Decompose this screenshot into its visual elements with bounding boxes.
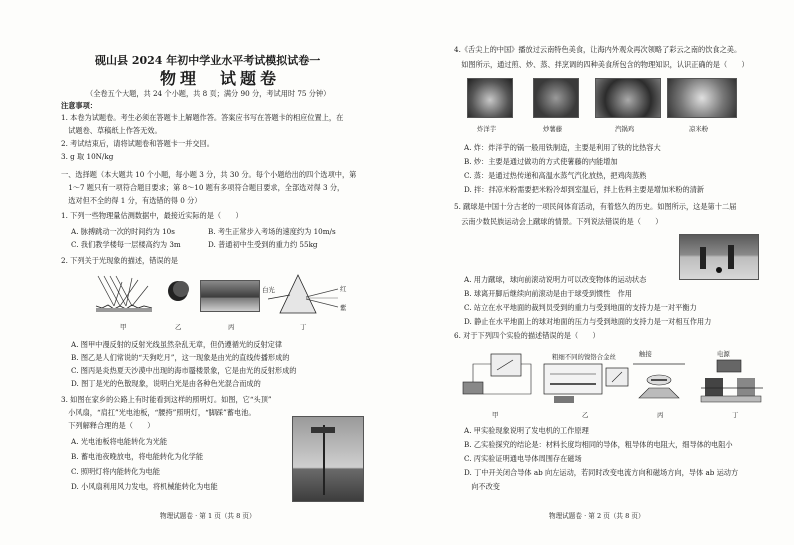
violet-light-label: 紫 [340, 304, 347, 312]
notice-line: 1. 本卷为试题卷。考生必须在答题卡上解题作答。答案应书写在答题卡的相应位置上，在 [61, 113, 344, 122]
q3-option: D. 小风扇利用风力发电，将机械能转化为电能 [71, 482, 218, 491]
question-4: 4.《舌尖上的中国》播放过云南特色美食，让海内外观众再次领略了彩云之南的饮食之美。 [454, 45, 742, 54]
q2-option: D. 图丁是光的色散现象，说明白光是由各种色光混合而成的 [71, 379, 261, 388]
figure-caption: 丁 [300, 323, 307, 331]
question-5: 5. 蹴球是中国十分古老的一项民间体育活动，有着悠久的历史。如图所示，这是第十二届 [454, 202, 737, 211]
q1-option: D. 普通初中生受到的重力约 55kg [208, 240, 318, 249]
right-page [397, 0, 794, 545]
section-instructions: 选对但不全的得 1 分，有选错的得 0 分） [61, 196, 202, 205]
figure-caption: 甲 [492, 411, 499, 419]
q2-option: B. 图乙是人们常说的“天狗吃月”，这一现象是由光的直线传播形成的 [71, 353, 290, 362]
notice-heading: 注意事项： [61, 101, 97, 110]
question-4: 如图所示，通过煎、炒、蒸、拌烹调的四种美食所包含的物理知识，认识正确的是（ ） [454, 60, 749, 69]
q4-option: A. 炸：炸洋芋的锅一般用铁制造，主要是利用了铁的比热容大 [464, 143, 661, 152]
page-footer: 物理试题卷 · 第 1 页（共 8 页） [160, 512, 256, 520]
street-lamp-photo [292, 416, 364, 502]
food-caption: 炒薯藤 [543, 125, 563, 133]
exam-subject: 物理 试题卷 [160, 69, 281, 88]
q2-option: C. 图丙是炎热夏天沙漠中出现的海市蜃楼景象，它是由光的反射形成的 [71, 366, 297, 375]
q6-option: A. 甲实验现象说明了发电机的工作原理 [464, 426, 589, 435]
figure-caption: 丁 [732, 411, 739, 419]
q6-option: 向不改变 [464, 482, 500, 491]
notice-line: 2. 考试结束后，请将试题卷和答题卡一并交回。 [61, 139, 214, 148]
kick-ball-photo [679, 234, 759, 280]
q4-option: D. 拌：拌凉米粉需要把米粉冷却到室温后，拌上佐料主要是增加米粉的清新 [464, 185, 705, 194]
question-1: 1. 下列一些物理量估测数据中，最接近实际的是（ ） [61, 211, 243, 220]
power-label: 电源 [717, 350, 730, 358]
q1-option: B. 考生正常步入考场的速度约为 10m/s [208, 227, 336, 236]
q6-option: B. 乙实验探究的结论是：材料长度均相同的导体，粗导体的电阻大，细导体的电阻小 [464, 440, 733, 449]
q6-option: D. 丁中开关闭合导体 ab 向左运动，若同时改变电流方向和磁场方向，导体 ab 运动方 [464, 468, 739, 477]
oersted-experiment-figure [629, 358, 689, 404]
generator-experiment-figure [457, 350, 537, 404]
question-6: 6. 对于下列四个实验的描述错误的是（ ） [454, 331, 600, 340]
q1-option: C. 我们教学楼每一层楼高约为 3m [71, 240, 181, 249]
touch-label: 触接 [639, 350, 652, 358]
notice-line: 3. g 取 10N/kg [61, 152, 114, 161]
question-3: 下列解释合理的是（ ） [61, 421, 155, 430]
question-2: 2. 下列关于光现象的描述，错误的是 [61, 256, 178, 265]
section-instructions: 一、选择题（本大题共 10 个小题，每小题 3 分，共 30 分。每个小题给出的四个选项中，第 [61, 170, 357, 179]
lunar-eclipse-figure [167, 280, 189, 302]
steam-pot-chicken-photo [595, 78, 661, 118]
figure-caption: 甲 [120, 323, 127, 331]
resistance-experiment-figure [542, 362, 632, 404]
q2-option: A. 图甲中漫反射的反射光线虽然杂乱无章，但仍遵循光的反射定律 [71, 340, 283, 349]
section-instructions: 1～7 题只有一项符合题目要求；第 8～10 题有多项符合题目要求，全部选对得 3 分， [61, 183, 345, 192]
q3-option: C. 照明灯将内能转化为电能 [71, 467, 160, 476]
figure-caption: 丙 [657, 411, 664, 419]
q5-option: A. 用力蹴球，球向前滚动说明力可以改变物体的运动状态 [464, 275, 647, 284]
q3-option: A. 光电池板将电能转化为光能 [71, 437, 168, 446]
page-footer: 物理试题卷 · 第 2 页（共 8 页） [549, 512, 645, 520]
food-caption: 汽锅鸡 [615, 125, 635, 133]
stir-fry-vine-photo [533, 78, 579, 118]
figure-caption: 乙 [582, 411, 589, 419]
q3-option: B. 蓄电池夜晚放电，将电能转化为化学能 [71, 452, 204, 461]
question-5: 云南少数民族运动会上蹴球的情景。下列说法错误的是（ ） [454, 217, 663, 226]
mirage-photo [200, 280, 260, 312]
exam-info: （全卷五个大题，共 24 个小题，共 8 页；满分 90 分，考试用时 75 分钟） [86, 89, 331, 98]
q6-option: C. 丙实验证明通电导体周围存在磁场 [464, 454, 582, 463]
exam-title: 砚山县 2024 年初中学业水平考试模拟试卷一 [95, 54, 321, 67]
q1-option: A. 脉搏跳动一次的时间约为 10s [71, 227, 175, 236]
cold-rice-noodle-photo [667, 78, 737, 118]
notice-line: 试题卷、草稿纸上作答无效。 [61, 126, 162, 135]
wire-label: 粗细不同的镍铬合金丝 [552, 353, 616, 361]
food-caption: 炸洋芋 [477, 125, 497, 133]
motor-experiment-figure [697, 358, 769, 406]
food-caption: 凉米粉 [689, 125, 709, 133]
figure-caption: 丙 [228, 323, 235, 331]
q4-option: C. 蒸：是通过热传递和高温水蒸气汽化放热，把鸡肉蒸熟 [464, 171, 647, 180]
diffuse-reflection-figure [92, 272, 156, 316]
q5-option: B. 球离开脚后继续向前滚动是由于球受到惯性 作用 [464, 289, 632, 298]
figure-caption: 乙 [175, 323, 182, 331]
question-3: 小风扇，“肩扛”光电池板，“腰挎”照明灯，“脚踩”蓄电池。 [61, 408, 256, 417]
fried-potato-photo [467, 78, 513, 118]
white-light-label: 白光 [262, 286, 275, 294]
question-3: 3. 如图在家乡的公路上有时能看到这样的照明灯。如图，它“头顶” [61, 395, 272, 404]
red-light-label: 红 [340, 285, 347, 293]
q5-option: D. 静止在水平地面上的球对地面的压力与受到地面的支持力是一对相互作用力 [464, 317, 712, 326]
q4-option: B. 炒：主要是通过做功的方式使薯藤的内能增加 [464, 157, 618, 166]
q5-option: C. 站立在水平地面的裁判员受到的重力与受到地面的支持力是一对平衡力 [464, 303, 697, 312]
